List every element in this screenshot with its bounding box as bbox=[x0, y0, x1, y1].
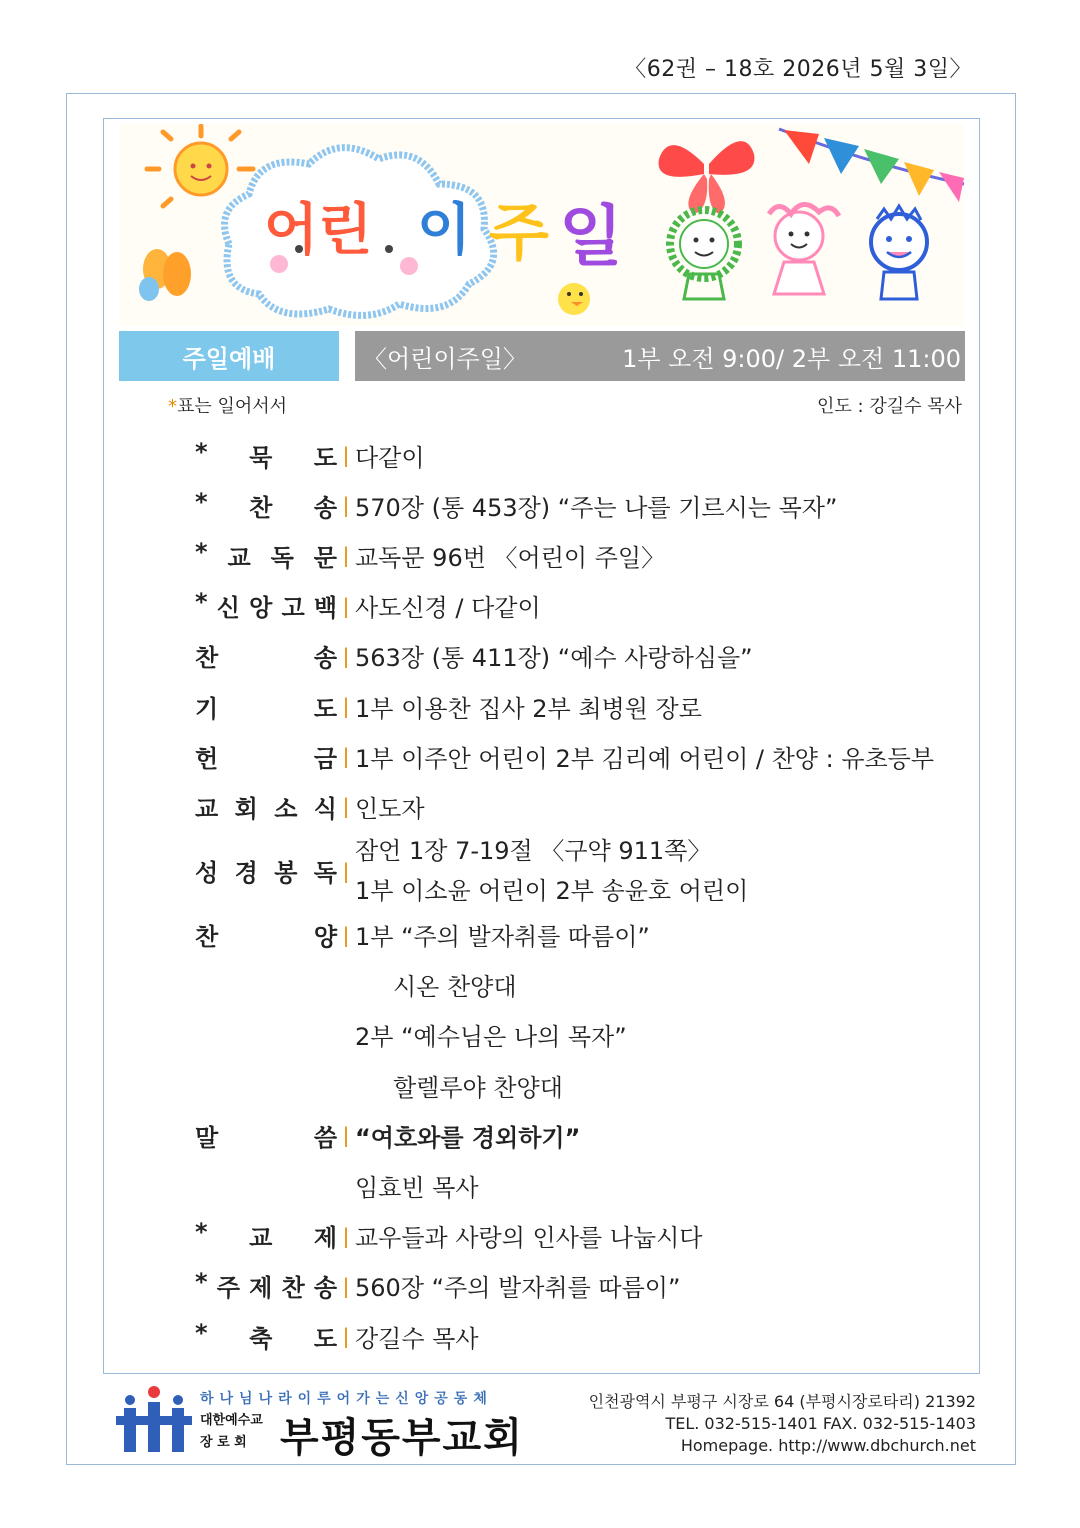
order-value: 563장 (통 411장) “예수 사랑하심을” bbox=[355, 644, 753, 673]
order-value: 교우들과 사랑의 인사를 나눕시다 bbox=[355, 1224, 703, 1253]
order-label: 교 회 소 식 bbox=[195, 794, 337, 823]
banner-title: 어린 bbox=[264, 198, 373, 263]
order-value: 시온 찬양대 bbox=[393, 973, 517, 1002]
child-pink-icon bbox=[769, 204, 839, 294]
order-row: 교 회 소 식 | 인도자 bbox=[195, 781, 975, 831]
order-value: 인도자 bbox=[355, 794, 425, 823]
order-label: * 신 앙 고 백 bbox=[195, 588, 337, 623]
order-value: 2부 “예수님은 나의 목자” bbox=[355, 1023, 627, 1052]
order-value: 임효빈 목사 bbox=[355, 1174, 479, 1203]
order-value: 1부 이주안 어린이 2부 김리예 어린이 / 찬양 : 유초등부 bbox=[355, 744, 935, 773]
sermon-title: “여호와를 경외하기” bbox=[355, 1123, 581, 1152]
order-row: * 축 도 | 강길수 목사 bbox=[195, 1311, 975, 1361]
butterfly-icon bbox=[659, 141, 755, 214]
service-info-bar bbox=[355, 331, 965, 381]
order-row bbox=[195, 1010, 975, 1060]
church-phone: TEL. 032-515-1401 FAX. 032-515-1403 bbox=[665, 1414, 976, 1433]
order-label: * 교 독 문 bbox=[195, 537, 337, 572]
child-blue-icon bbox=[871, 206, 927, 299]
order-label: * 찬 송 bbox=[195, 487, 337, 522]
church-name: 부평동부교회 bbox=[280, 1415, 524, 1461]
sun-icon bbox=[147, 126, 253, 206]
order-value: 1부 이용찬 집사 2부 최병원 장로 bbox=[355, 694, 702, 723]
church-contact bbox=[589, 1391, 976, 1457]
butterfly-icon bbox=[139, 249, 191, 301]
order-value: 교독문 96번 〈어린이 주일〉 bbox=[355, 543, 666, 572]
chick-icon bbox=[558, 283, 590, 315]
order-value-2: 1부 이소윤 어린이 2부 송윤호 어린이 bbox=[355, 876, 749, 905]
order-row: * 신 앙 고 백 | 사도신경 / 다같이 bbox=[195, 581, 975, 631]
order-row: * 교 독 문 | 교독문 96번 〈어린이 주일〉 bbox=[195, 530, 975, 580]
order-row: * 주 제 찬 송 | 560장 “주의 발자취를 따름이” bbox=[195, 1261, 975, 1311]
service-times: 1부 오전 9:00/ 2부 오전 11:00 bbox=[622, 344, 961, 373]
order-row bbox=[195, 1060, 975, 1110]
church-address: 인천광역시 부평구 시장로 64 (부평시장로타리) 21392 bbox=[588, 1392, 976, 1411]
service-title-bar: 주일예배 bbox=[119, 331, 339, 381]
order-value: 다같이 bbox=[355, 443, 425, 472]
order-label: * 묵 도 bbox=[195, 437, 337, 472]
order-row: 찬 양 | 1부 “주의 발자취를 따름이” bbox=[195, 910, 975, 960]
church-slogan: 하나님나라이루어가는신앙공동체 bbox=[200, 1391, 493, 1407]
banner-image bbox=[119, 124, 964, 326]
order-label: 성 경 봉 독 bbox=[195, 859, 337, 887]
svg-text:이: 이 bbox=[417, 198, 472, 263]
order-row: * 찬 송 | 570장 (통 453장) “주는 나를 기르시는 목자” bbox=[195, 480, 975, 530]
service-theme: 〈어린이주일〉 bbox=[363, 344, 527, 373]
order-label: 헌 금 bbox=[195, 744, 337, 773]
bunting-flags bbox=[779, 129, 964, 202]
order-value: 1부 “주의 발자취를 따름이” bbox=[355, 923, 650, 952]
church-homepage[interactable]: Homepage. http://www.dbchurch.net bbox=[680, 1436, 976, 1455]
order-value: 강길수 목사 bbox=[355, 1324, 479, 1353]
issue-info: 〈62권 – 18호 2026년 5월 3일〉 bbox=[624, 57, 972, 82]
order-row bbox=[195, 1160, 975, 1210]
order-row: 헌 금 | 1부 이주안 어린이 2부 김리예 어린이 / 찬양 : 유초등부 bbox=[195, 731, 975, 781]
order-label: * 축 도 bbox=[195, 1318, 337, 1353]
order-label: * 교 제 bbox=[195, 1218, 337, 1253]
order-row: 찬 송 | 563장 (통 411장) “예수 사랑하심을” bbox=[195, 631, 975, 681]
order-label: 찬 송 bbox=[195, 644, 337, 673]
order-row: 성 경 봉 독 | 잠언 1장 7-19절 〈구약 911쪽〉 1부 이소윤 어린이 2부 송윤호 어린이 bbox=[195, 832, 975, 910]
order-value: 560장 “주의 발자취를 따름이” bbox=[355, 1274, 681, 1303]
order-of-worship bbox=[195, 430, 975, 1361]
worship-leader: 인도 : 강길수 목사 bbox=[817, 396, 962, 417]
order-row: 말 씀 | “여호와를 경외하기” bbox=[195, 1110, 975, 1160]
denomination: 대한예수교 장 로 회 bbox=[200, 1413, 263, 1450]
order-row: * 교 제 | 교우들과 사랑의 인사를 나눕시다 bbox=[195, 1211, 975, 1261]
order-label: 말 씀 bbox=[195, 1123, 337, 1152]
standing-note bbox=[168, 392, 287, 418]
order-value: 사도신경 / 다같이 bbox=[355, 594, 541, 623]
order-label: * 주 제 찬 송 bbox=[195, 1268, 337, 1303]
svg-text:주: 주 bbox=[489, 196, 549, 269]
order-value: 할렐루야 찬양대 bbox=[393, 1073, 563, 1102]
order-row: 기 도 | 1부 이용찬 집사 2부 최병원 장로 bbox=[195, 681, 975, 731]
order-row bbox=[195, 960, 975, 1010]
svg-text:일: 일 bbox=[559, 198, 623, 275]
order-row: * 묵 도 | 다같이 bbox=[195, 430, 975, 480]
child-green-icon bbox=[670, 210, 738, 299]
church-logo-icon bbox=[116, 1386, 196, 1460]
standing-note-text: 표는 일어서서 bbox=[177, 396, 288, 417]
order-label: 기 도 bbox=[195, 694, 337, 723]
order-value: 570장 (통 453장) “주는 나를 기르시는 목자” bbox=[355, 493, 838, 522]
order-value: 잠언 1장 7-19절 〈구약 911쪽〉 bbox=[355, 836, 712, 865]
star-mark: * bbox=[168, 396, 177, 417]
order-label: 찬 양 bbox=[195, 923, 337, 952]
